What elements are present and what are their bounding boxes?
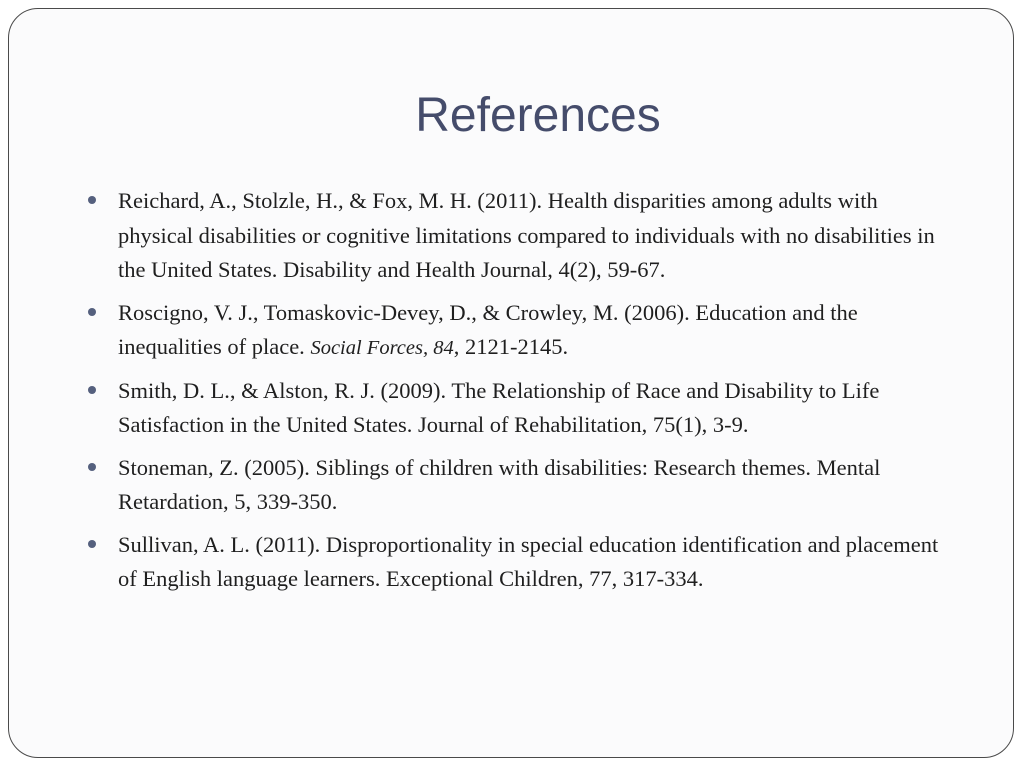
bullet-icon bbox=[88, 308, 96, 316]
reference-list bbox=[86, 184, 946, 605]
bullet-icon bbox=[88, 463, 96, 471]
reference-item bbox=[86, 184, 946, 288]
reference-text: Stoneman, Z. (2005). Siblings of children with disabilities: Research themes. Mental Retardation, 5, 339-350. bbox=[118, 454, 881, 514]
reference-item bbox=[86, 374, 946, 443]
reference-text-end: , 2121-2145. bbox=[453, 334, 569, 359]
slide-title: References bbox=[415, 89, 661, 142]
reference-text: Roscigno, V. J., Tomaskovic-Devey, D., & Crowley, M. (2006). Education and the inequalities of place. bbox=[118, 299, 858, 359]
bullet-icon bbox=[88, 386, 96, 394]
reference-text: Smith, D. L., & Alston, R. J. (2009). The Relationship of Race and Disability to Life Satisfaction in the United States. Journal of Rehabilitation, 75(1), 3-9. bbox=[118, 377, 880, 437]
reference-text: Sullivan, A. L. (2011). Disproportionality in special education identification and placement of English language learners. Exceptional Children, 77, 317-334. bbox=[118, 531, 939, 591]
reference-text: Reichard, A., Stolzle, H., & Fox, M. H. (2011). Health disparities among adults with physical disabilities or cognitive limitations compared to individuals with no disabilities in the United States. Disability and Health Journal, 4(2), 59-67. bbox=[118, 188, 935, 282]
reference-item bbox=[86, 451, 946, 520]
bullet-icon bbox=[88, 540, 96, 548]
reference-item bbox=[86, 296, 946, 366]
bullet-icon bbox=[88, 196, 96, 204]
reference-item bbox=[86, 528, 946, 597]
journal-name: Social Forces, 84 bbox=[310, 337, 454, 359]
